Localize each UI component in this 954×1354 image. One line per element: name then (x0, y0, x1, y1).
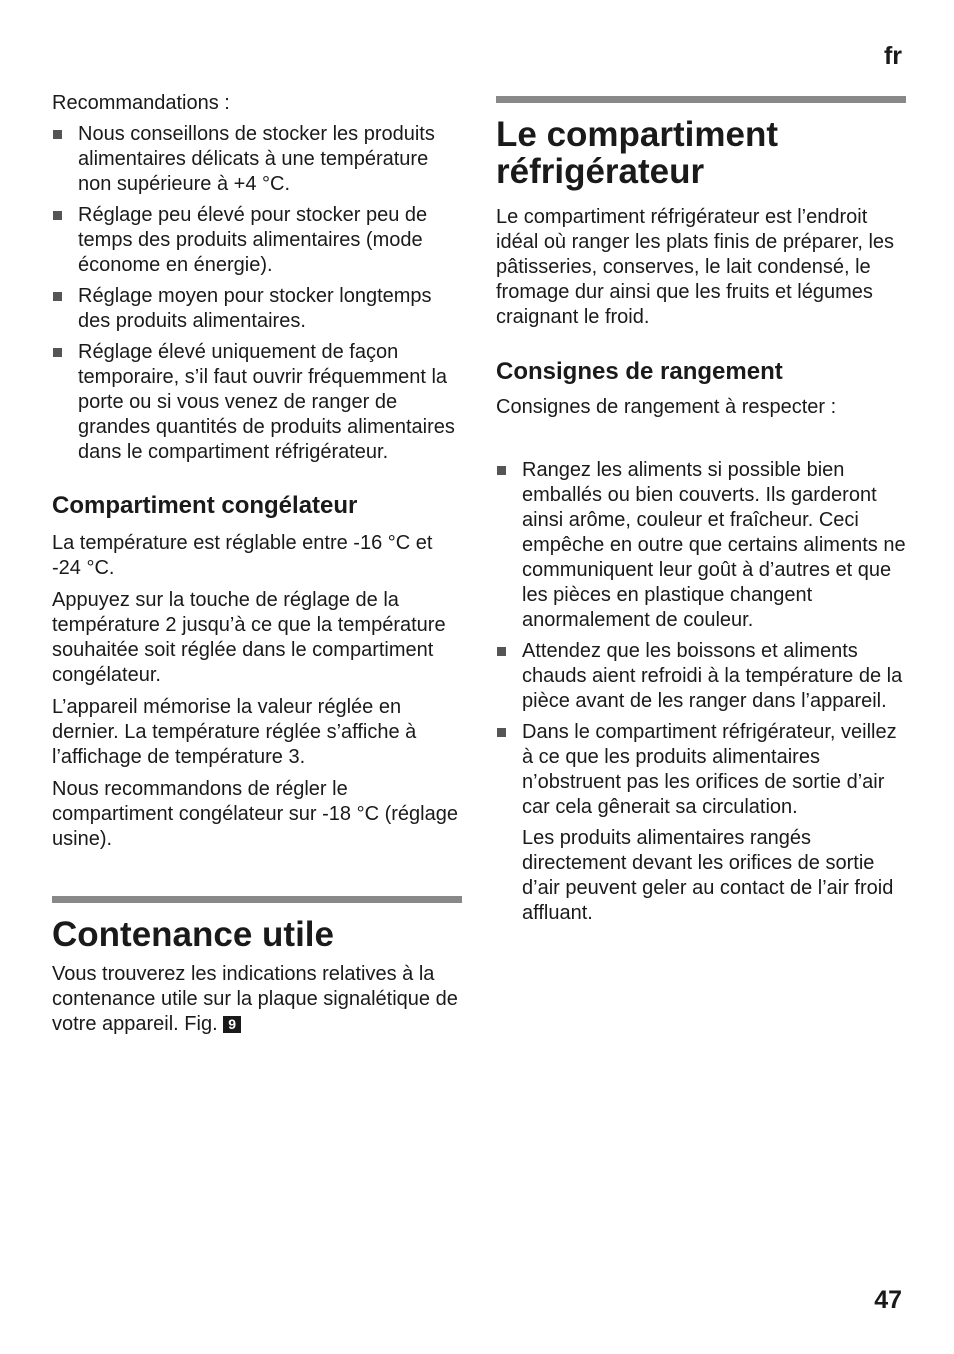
list-item: Réglage moyen pour stocker longtemps des produits alimentaires. (52, 284, 462, 334)
page-number: 47 (874, 1286, 902, 1314)
figure-reference-badge: 9 (223, 1016, 241, 1033)
language-tag: fr (883, 42, 902, 70)
section-divider (52, 896, 462, 903)
list-item: Nous conseillons de stocker les produits alimentaires délicats à une température non supérieure à +4 °C. (52, 122, 462, 197)
freezer-heading: Compartiment congélateur (52, 492, 358, 519)
freezer-paragraph: Appuyez sur la touche de réglage de la température 2 jusqu’à ce que la température souhaitée soit réglée dans le compartiment congélateur. (52, 589, 446, 686)
storage-intro: Consignes de rangement à respecter : (496, 396, 837, 418)
freezer-paragraph: Nous recommandons de régler le compartiment congélateur sur -18 °C (réglage usine). (52, 778, 458, 850)
fridge-heading: Le compartiment réfrigérateur (496, 115, 778, 191)
section-divider (496, 96, 906, 103)
list-item: Réglage peu élevé pour stocker peu de temps des produits alimentaires (mode économe en énergie). (52, 203, 462, 278)
recommendations-list (52, 122, 462, 465)
storage-heading: Consignes de rangement (496, 358, 783, 385)
right-column (496, 0, 906, 926)
storage-list (496, 458, 906, 820)
fridge-intro: Le compartiment réfrigérateur est l’endroit idéal où ranger les plats finis de préparer, les pâtisseries, conserves, le lait condensé, le fromage dur ainsi que les fruits et légumes craignant le froid. (496, 206, 895, 328)
recommendations-intro: Recommandations : (52, 92, 230, 114)
list-item: Réglage élevé uniquement de façon temporaire, s’il faut ouvrir fréquemment la porte ou si vous venez de ranger de grandes quantités de produits alimentaires dans le compartiment réfrigérateur. (52, 340, 462, 465)
capacity-text: Vous trouverez les indications relatives à la contenance utile sur la plaque signalétique de votre appareil. Fig. (52, 963, 458, 1035)
storage-note: Les produits alimentaires rangés directement devant les orifices de sortie d’air peuvent geler au contact de l’air froid affluant. (522, 827, 894, 924)
list-item: Dans le compartiment réfrigérateur, veillez à ce que les produits alimentaires n’obstruent pas les orifices de sortie d’air car cela gênerait sa circulation. (496, 720, 906, 820)
list-item: Attendez que les boissons et aliments chauds aient refroidi à la température de la pièce avant de les ranger dans l’appareil. (496, 639, 906, 714)
capacity-paragraph (52, 962, 462, 1037)
freezer-paragraph: L’appareil mémorise la valeur réglée en dernier. La température réglée s’affiche à l’affichage de température 3. (52, 696, 417, 768)
freezer-paragraph: La température est réglable entre -16 °C et -24 °C. (52, 532, 433, 579)
list-item: Rangez les aliments si possible bien emballés ou bien couverts. Ils garderont ainsi arôme, couleur et fraîcheur. Ceci empêche en outre que certains aliments ne communiquent leur goût à d’autres et que les pièces en plastique changent anormalement de couleur. (496, 458, 906, 633)
capacity-heading: Contenance utile (52, 915, 334, 954)
left-column (52, 0, 462, 1037)
